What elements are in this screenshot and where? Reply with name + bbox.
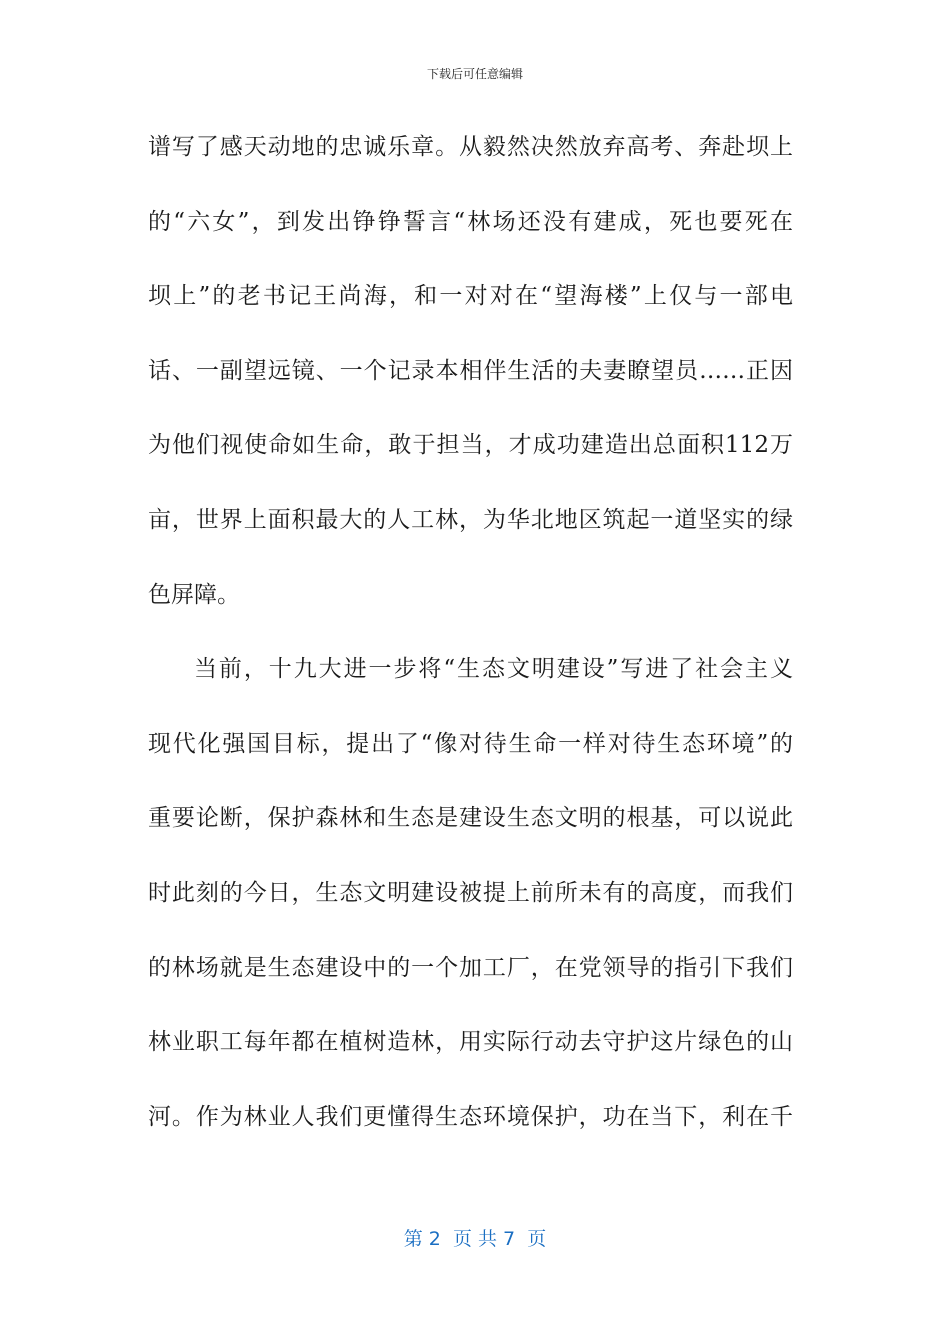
text-line: 谱写了感天动地的忠诚乐章。从毅然决然放弃高考、奔赴坝上	[148, 134, 793, 160]
text-line: 为他们视使命如生命，敢于担当，才成功建造出总面积112万	[148, 432, 793, 459]
text-line: 重要论断，保护森林和生态是建设生态文明的根基，可以说此	[148, 805, 793, 832]
text-line: 现代化强国目标，提出了“像对待生命一样对待生态环境”的	[148, 730, 793, 757]
text-line: 时此刻的今日，生态文明建设被提上前所未有的高度，而我们	[148, 879, 793, 906]
text-line: 当前，十九大进一步将“生态文明建设”写进了社会主义	[194, 656, 793, 683]
text-line: 的林场就是生态建设中的一个加工厂，在党领导的指引下我们	[148, 954, 793, 981]
page-header: 下载后可任意编辑	[426, 67, 523, 81]
text-line: 林业职工每年都在植树造林，用实际行动去守护这片绿色的山	[148, 1029, 793, 1056]
text-line: 坝上”的老书记王尚海，和一对对在“望海楼”上仅与一部电	[148, 283, 793, 310]
page-footer: 第 2 页 共 7 页	[403, 1228, 547, 1250]
text-line: 话、一副望远镜、一个记录本相伴生活的夫妻瞭望员……正因	[148, 357, 793, 384]
text-line: 亩，世界上面积最大的人工林，为华北地区筑起一道坚实的绿	[148, 506, 793, 533]
document-body	[148, 125, 793, 1169]
text-line: 河。作为林业人我们更懂得生态环境保护，功在当下，利在千	[148, 1103, 793, 1130]
text-line: 的“六女”，到发出铮铮誓言“林场还没有建成，死也要死在	[148, 208, 793, 235]
text-line: 色屏障。	[148, 581, 240, 608]
